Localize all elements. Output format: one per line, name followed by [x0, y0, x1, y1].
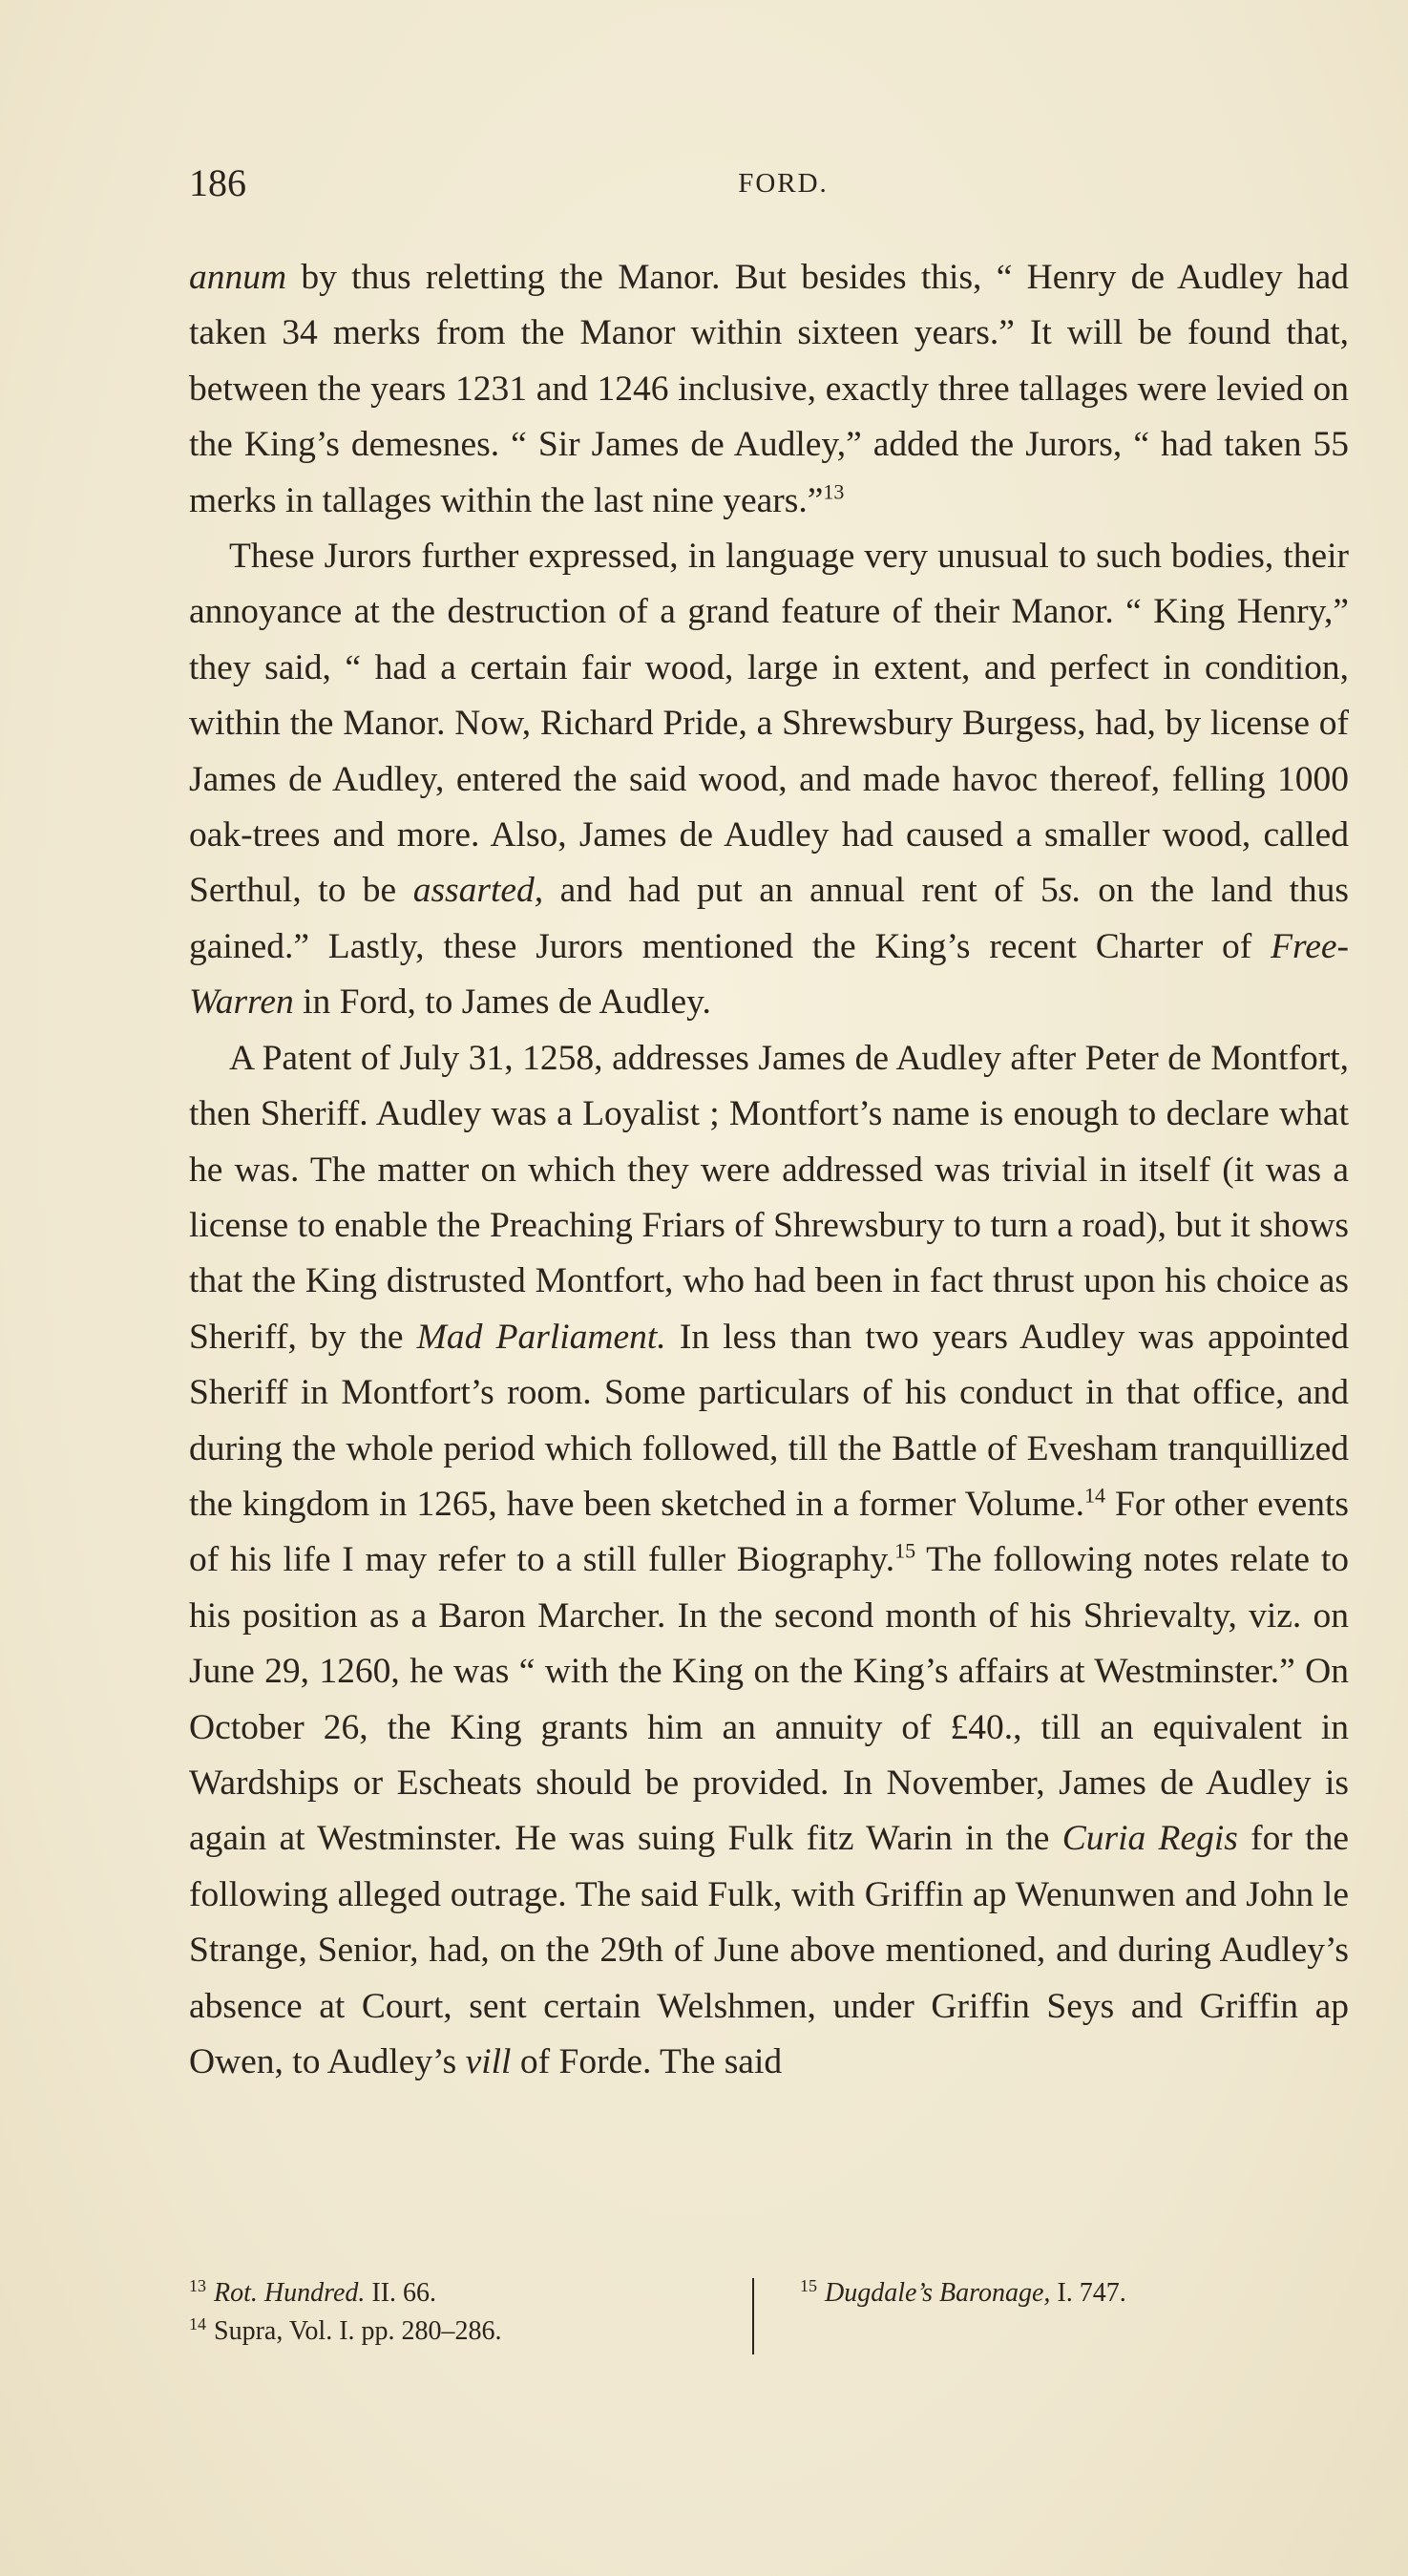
text-run: For other events of his life I may refer to a still fuller Biography. [189, 1484, 1349, 1580]
footnote-reference: 15 [894, 1538, 916, 1563]
text-run: and had put an annual rent of 5 [543, 871, 1059, 911]
text-run: A Patent of July 31, 1258, addresses James de Audley after Peter de Montfort, then Sheriff. Audley was a Loyalist ; Montfort’s name is enough to declare what he was. The matter on which they were addressed was trivial in itself (it was a license to enable the Preaching Friars of Shrewsbury to turn a road), but it shows that the King distrusted Montfort, who had been in fact thrust upon his choice as Sheriff, by the [189, 1038, 1349, 1357]
page-header [189, 160, 1349, 218]
running-title: FORD. [738, 168, 829, 199]
footnote [189, 2274, 743, 2312]
text-run: I. 747. [1050, 2278, 1126, 2308]
italic-text: Curia Regis [1061, 1819, 1238, 1859]
footnotes [189, 2274, 1349, 2360]
text-run: In less than two years Audley was appointed Sheriff in Montfort’s room. Some particulars of his conduct in that office, and during the whole period which followed, till the Battle of Evesham tranquillized the kingdom in 1265, have been sketched in a former Volume. [189, 1317, 1349, 1524]
footnotes-right-column [800, 2274, 1334, 2312]
italic-text: annum [189, 258, 287, 297]
footnote-reference: 13 [823, 479, 845, 504]
text-run: of Forde. The said [511, 2042, 783, 2081]
text-run: in Ford, to James de Audley. [293, 982, 711, 1023]
body-text [189, 250, 1349, 2090]
italic-text: s. [1058, 871, 1082, 911]
text-run: for the following alleged outrage. The said Fulk, with Griffin ap Wenunwen and John le Strange, Senior, had, on the 29th of June above mentioned, and during Audley’s absence at Court, sent certain Welshmen, under Griffin Seys and Griffin ap Owen, to Audley’s [189, 1819, 1349, 2081]
text-run: These Jurors further expressed, in language very unusual to such bodies, their annoyance at the destruction of a grand feature of their Manor. “ King Henry,” they said, “ had a certain fair wood, large in extent, and perfect in condition, within the Manor. Now, Richard Pride, a Shrewsbury Burgess, had, by license of James de Audley, entered the said wood, and made havoc thereof, felling 1000 oak-trees and more. Also, James de Audley had caused a smaller wood, called Serthul, to be [189, 537, 1349, 911]
italic-text: assarted, [412, 871, 544, 911]
text-run: on the land thus gained.” Lastly, these Jurors mentioned the King’s recent Charter of [189, 871, 1350, 966]
footnote [800, 2274, 1334, 2312]
footnote-number: 14 [189, 2313, 206, 2333]
text-run: The following notes relate to his position as a Baron Marcher. In the second month of his Shrievalty, viz. on June 29, 1260, he was “ with the King on the King’s affairs at Westminster.” On October 26, the King grants him an annuity of £40., till an equivalent in Wardships or Escheats should be provided. In November, James de Audley is again at Westminster. He was suing Fulk fitz Warin in the [189, 1540, 1349, 1859]
italic-text: Rot. Hundred. [214, 2278, 366, 2308]
italic-text: Mad Parliament. [416, 1317, 666, 1357]
paragraph [189, 529, 1349, 1031]
footnote-divider [752, 2278, 754, 2354]
paragraph [189, 250, 1349, 529]
text-run: II. 66. [365, 2278, 437, 2308]
footnote-reference: 14 [1084, 1483, 1106, 1508]
footnotes-left-column [189, 2274, 743, 2351]
italic-text: Free-Warren [189, 926, 1349, 1023]
text-run: Supra, Vol. I. pp. 280–286. [214, 2316, 502, 2346]
paragraph [189, 1031, 1349, 2091]
footnote [189, 2312, 743, 2351]
italic-text: vill [465, 2042, 512, 2081]
italic-text: Dugdale’s Baronage, [825, 2278, 1051, 2308]
text-run: by thus reletting the Manor. But besides this, “ Henry de Audley had taken 34 merks from the Manor within sixteen years.” It will be found that, between the years 1231 and 1246 inclusive, exactly three tallages were levied on the King’s demesnes. “ Sir James de Audley,” added the Jurors, “ had taken 55 merks in tallages within the last nine years.” [189, 258, 1349, 520]
footnote-number: 15 [800, 2275, 817, 2295]
footnote-number: 13 [189, 2275, 206, 2295]
page-number: 186 [189, 161, 246, 204]
